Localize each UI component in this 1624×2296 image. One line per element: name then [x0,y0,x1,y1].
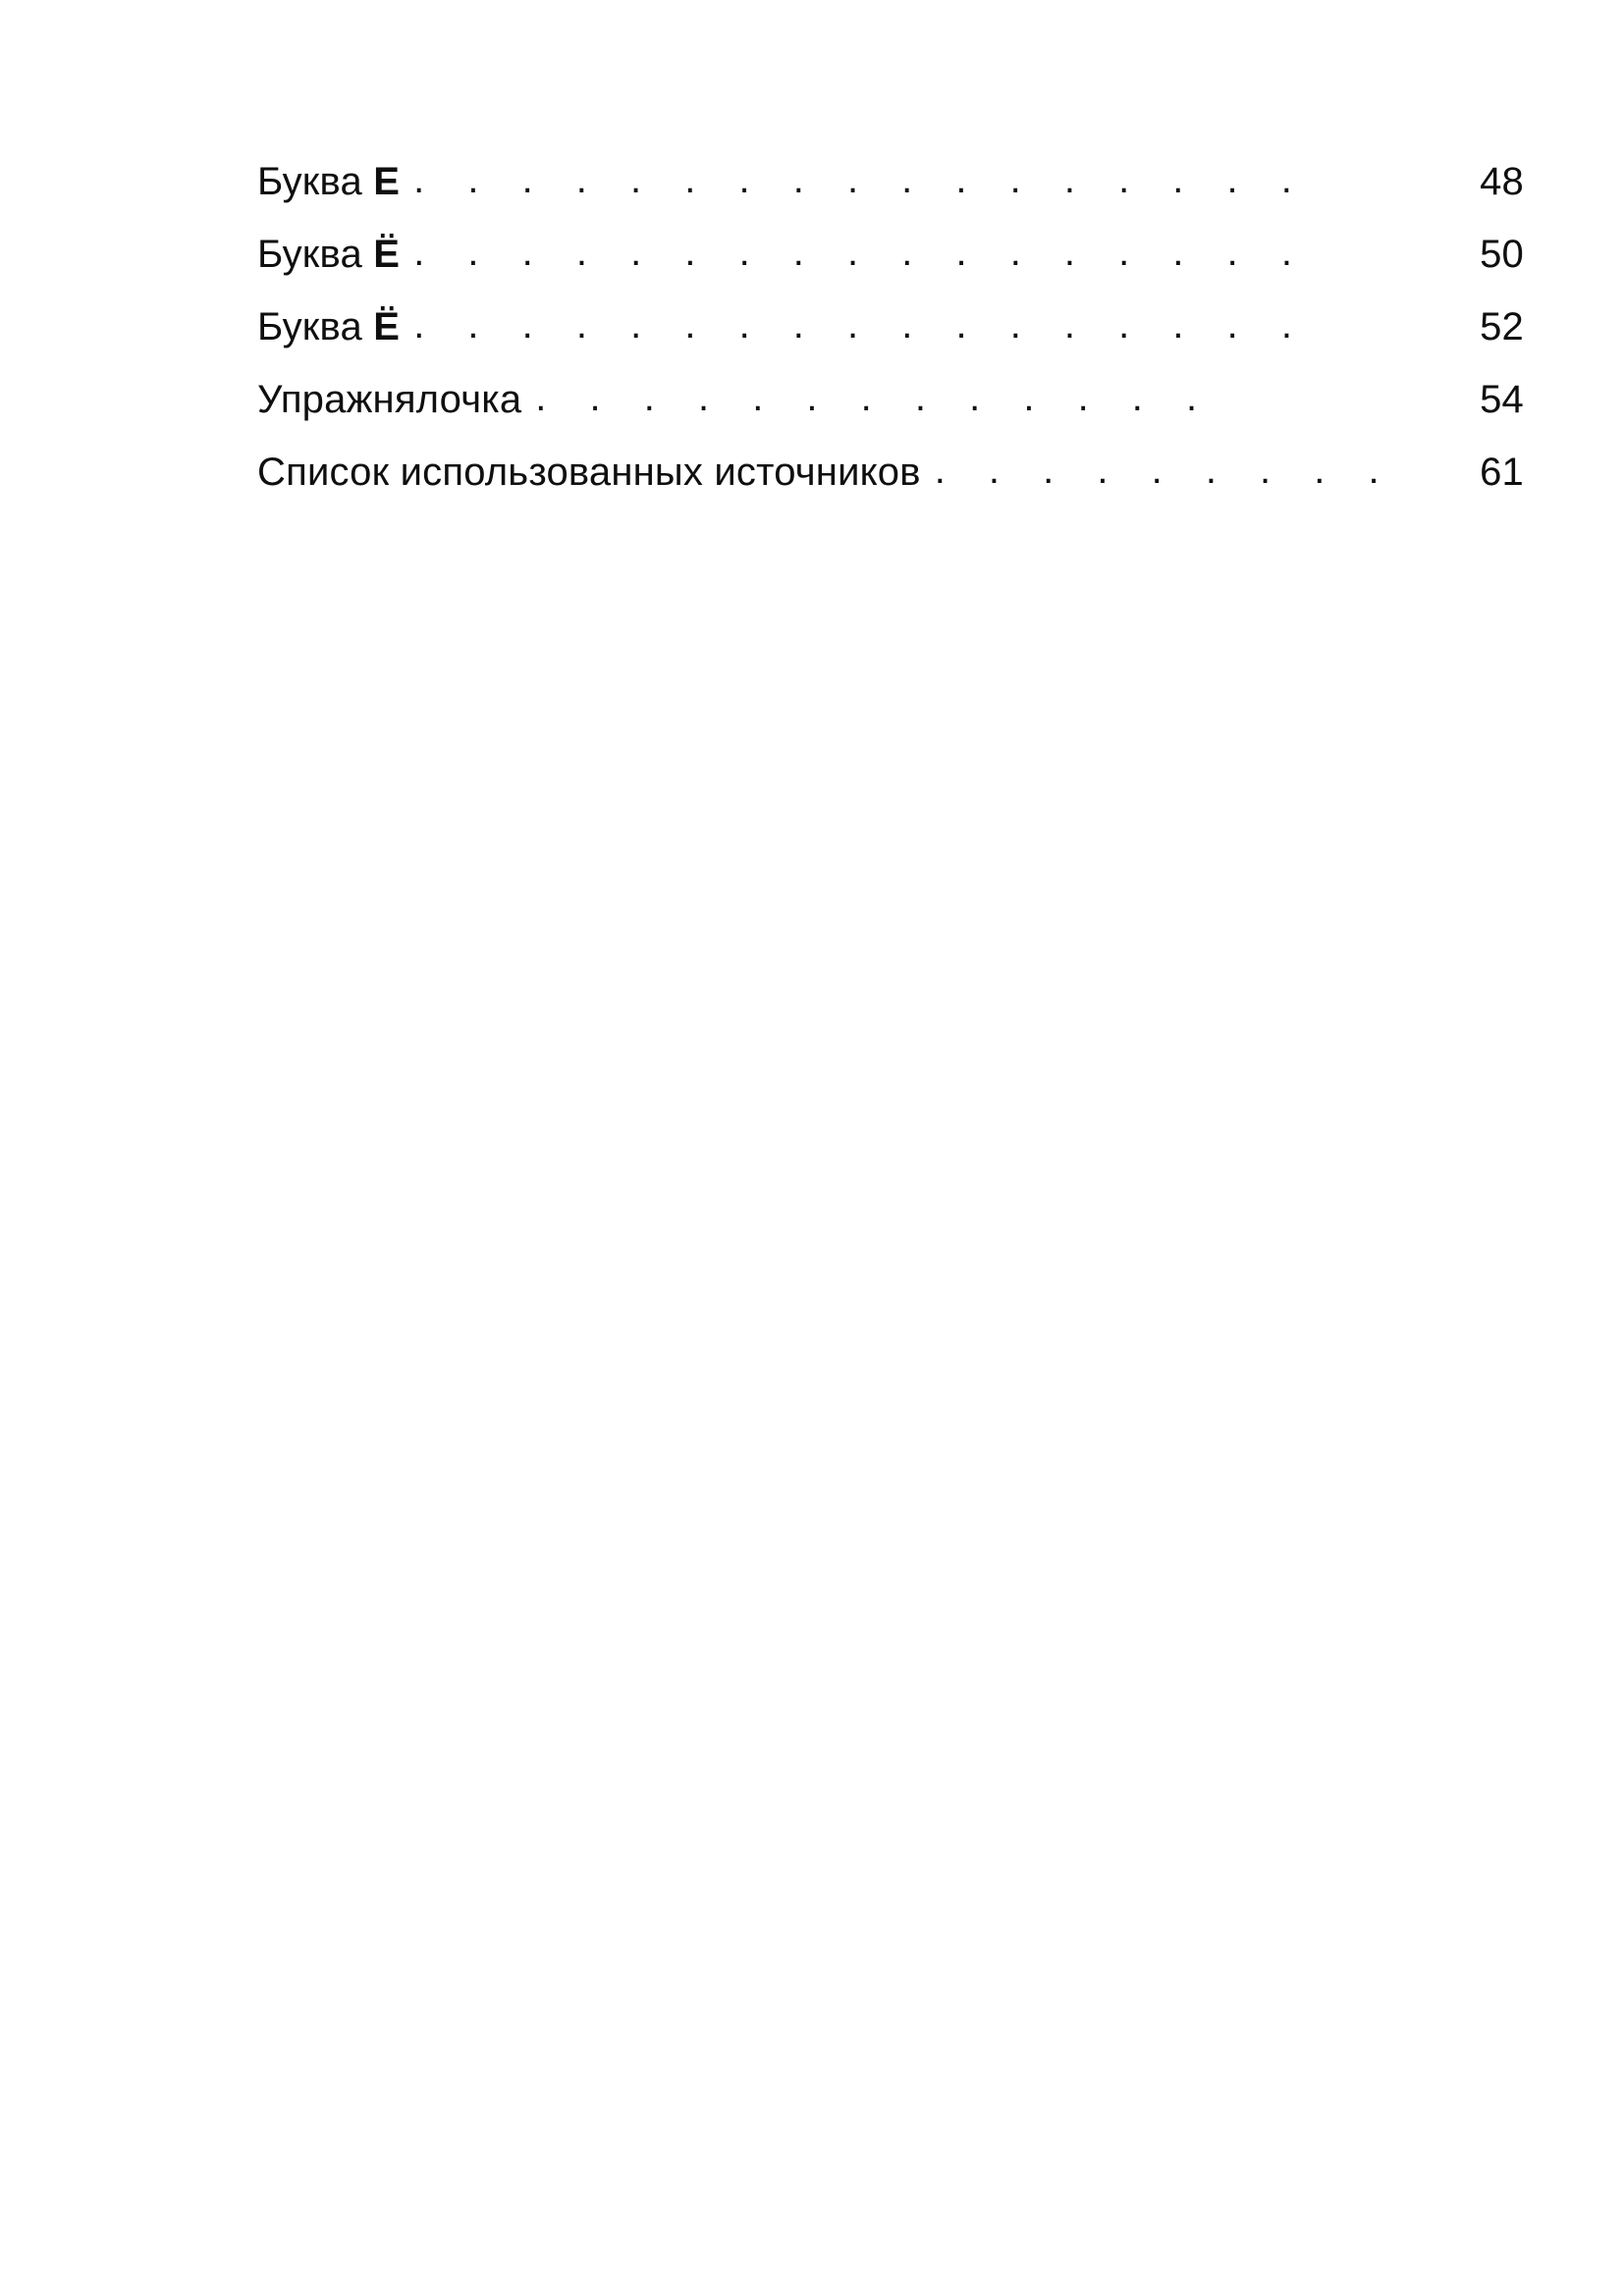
toc-entry-title: Буква Ё [257,305,401,348]
toc-entry-page: 54 [1480,378,1524,421]
toc-leader-dots: . . . . . . . . . . . . . . . . . [413,158,1309,201]
toc-leader-dots: . . . . . . . . . . . . . . . . . [413,303,1309,347]
toc-entry[interactable] [257,145,1524,218]
toc-entry-title: Список использованных источников [257,451,921,494]
toc-leader-dots: . . . . . . . . . . . . . [535,376,1214,419]
toc-entry-title: Буква Е [257,160,401,203]
toc-leader-dots: . . . . . . . . . [934,449,1396,492]
toc-entry-page: 50 [1480,233,1524,276]
toc-entry-page: 48 [1480,160,1524,203]
toc-entry-title: Упражнялочка [257,378,522,421]
toc-entry-title: Буква Ё [257,233,401,276]
toc-leader-dots: . . . . . . . . . . . . . . . . . [413,231,1309,274]
table-of-contents [257,145,1524,508]
toc-entry[interactable] [257,363,1524,436]
toc-entry[interactable] [257,436,1524,508]
toc-entry[interactable] [257,291,1524,363]
toc-entry-page: 52 [1480,305,1524,348]
toc-entry[interactable] [257,218,1524,291]
toc-entry-page: 61 [1480,451,1524,494]
